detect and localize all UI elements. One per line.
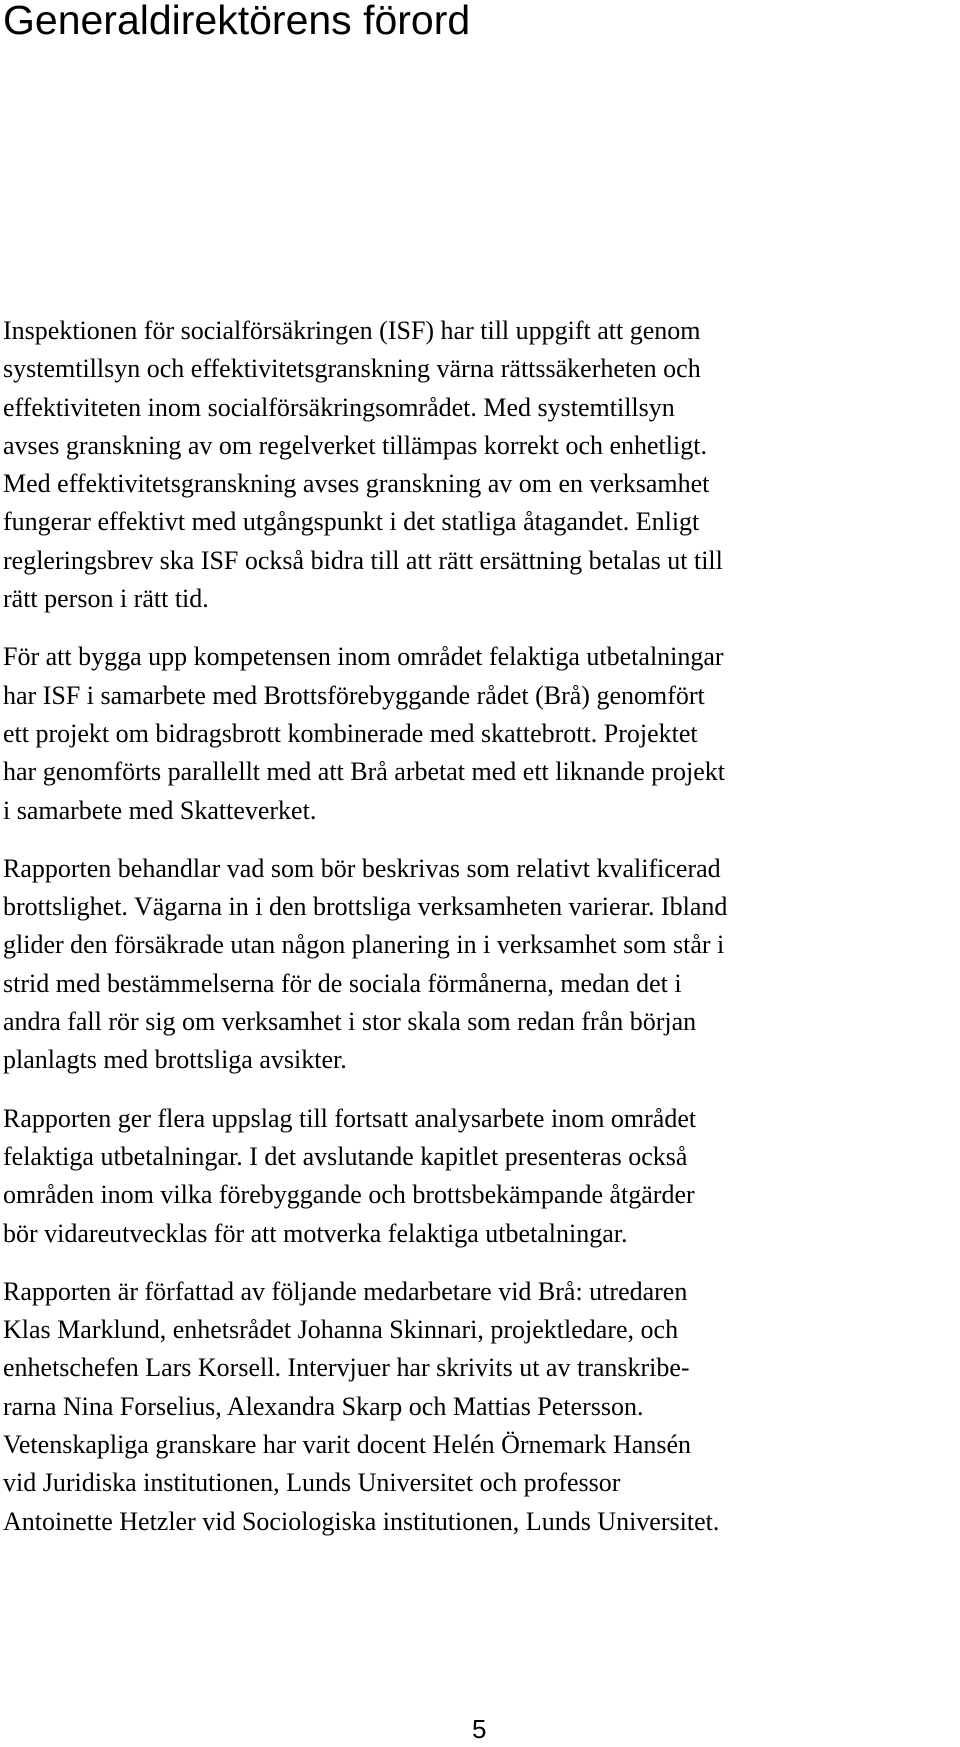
- text-line: Rapporten behandlar vad som bör beskrivas som relativt kvalificerad: [3, 853, 721, 883]
- paragraph-intro: [3, 312, 948, 618]
- paragraph-report-content: [3, 850, 948, 1080]
- text-line: rarna Nina Forselius, Alexandra Skarp och Mattias Petersson.: [3, 1391, 644, 1421]
- text-line: Vetenskapliga granskare har varit docent Helén Örnemark Hansén: [3, 1430, 691, 1460]
- text-line: systemtillsyn och effektivitetsgranskning värna rättssäkerheten och: [3, 354, 701, 384]
- page-number: 5: [472, 1714, 487, 1744]
- text-line: vid Juridiska institutionen, Lunds Universitet och professor: [3, 1468, 621, 1498]
- text-line: har genomförts parallellt med att Brå arbetat med ett liknande projekt: [3, 757, 725, 787]
- text-line: Klas Marklund, enhetsrådet Johanna Skinnari, projektledare, och: [3, 1315, 679, 1345]
- text-line: avses granskning av om regelverket tillämpas korrekt och enhetligt.: [3, 430, 707, 460]
- text-line: felaktiga utbetalningar. I det avslutande kapitlet presenteras också: [3, 1141, 688, 1171]
- text-line: Inspektionen för socialförsäkringen (ISF) har till uppgift att genom: [3, 316, 701, 345]
- page-title: Generaldirektörens förord: [3, 0, 471, 43]
- text-line: effektiviteten inom socialförsäkringsområdet. Med systemtillsyn: [3, 392, 675, 422]
- text-line: regleringsbrev ska ISF också bidra till att rätt ersättning betalas ut till: [3, 545, 723, 575]
- text-line: har ISF i samarbete med Brottsförebyggande rådet (Brå) genomfört: [3, 680, 705, 710]
- paragraph-project: [3, 638, 948, 829]
- text-line: glider den försäkrade utan någon planering in i verksamhet som står i: [3, 930, 725, 960]
- text-line: strid med bestämmelserna för de sociala förmånerna, medan det i: [3, 968, 682, 998]
- text-line: enhetschefen Lars Korsell. Intervjuer har skrivits ut av transkribe-: [3, 1353, 690, 1383]
- text-line: ett projekt om bidragsbrott kombinerade med skattebrott. Projektet: [3, 718, 698, 748]
- text-line: För att bygga upp kompetensen inom området felaktiga utbetalningar: [3, 642, 724, 672]
- text-line: brottslighet. Vägarna in i den brottsliga verksamheten varierar. Ibland: [3, 892, 728, 922]
- text-line: planlagts med brottsliga avsikter.: [3, 1045, 347, 1075]
- text-line: Antoinette Hetzler vid Sociologiska institutionen, Lunds Universitet.: [3, 1506, 720, 1536]
- text-line: fungerar effektivt med utgångspunkt i det statliga åtagandet. Enligt: [3, 507, 700, 537]
- text-line: andra fall rör sig om verksamhet i stor skala som redan från början: [3, 1007, 697, 1037]
- paragraph-authors: [3, 1273, 948, 1541]
- text-line: Rapporten är författad av följande medarbetare vid Brå: utredaren: [3, 1276, 688, 1306]
- text-line: Med effektivitetsgranskning avses granskning av om en verksamhet: [3, 469, 710, 499]
- text-line: rätt person i rätt tid.: [3, 584, 209, 614]
- paragraph-further-analysis: [3, 1100, 948, 1253]
- text-line: bör vidareutvecklas för att motverka felaktiga utbetalningar.: [3, 1218, 628, 1248]
- body-text: [3, 312, 948, 1541]
- text-line: i samarbete med Skatteverket.: [3, 795, 317, 825]
- text-line: Rapporten ger flera uppslag till fortsatt analysarbete inom området: [3, 1103, 697, 1133]
- text-line: områden inom vilka förebyggande och brottsbekämpande åtgärder: [3, 1180, 695, 1210]
